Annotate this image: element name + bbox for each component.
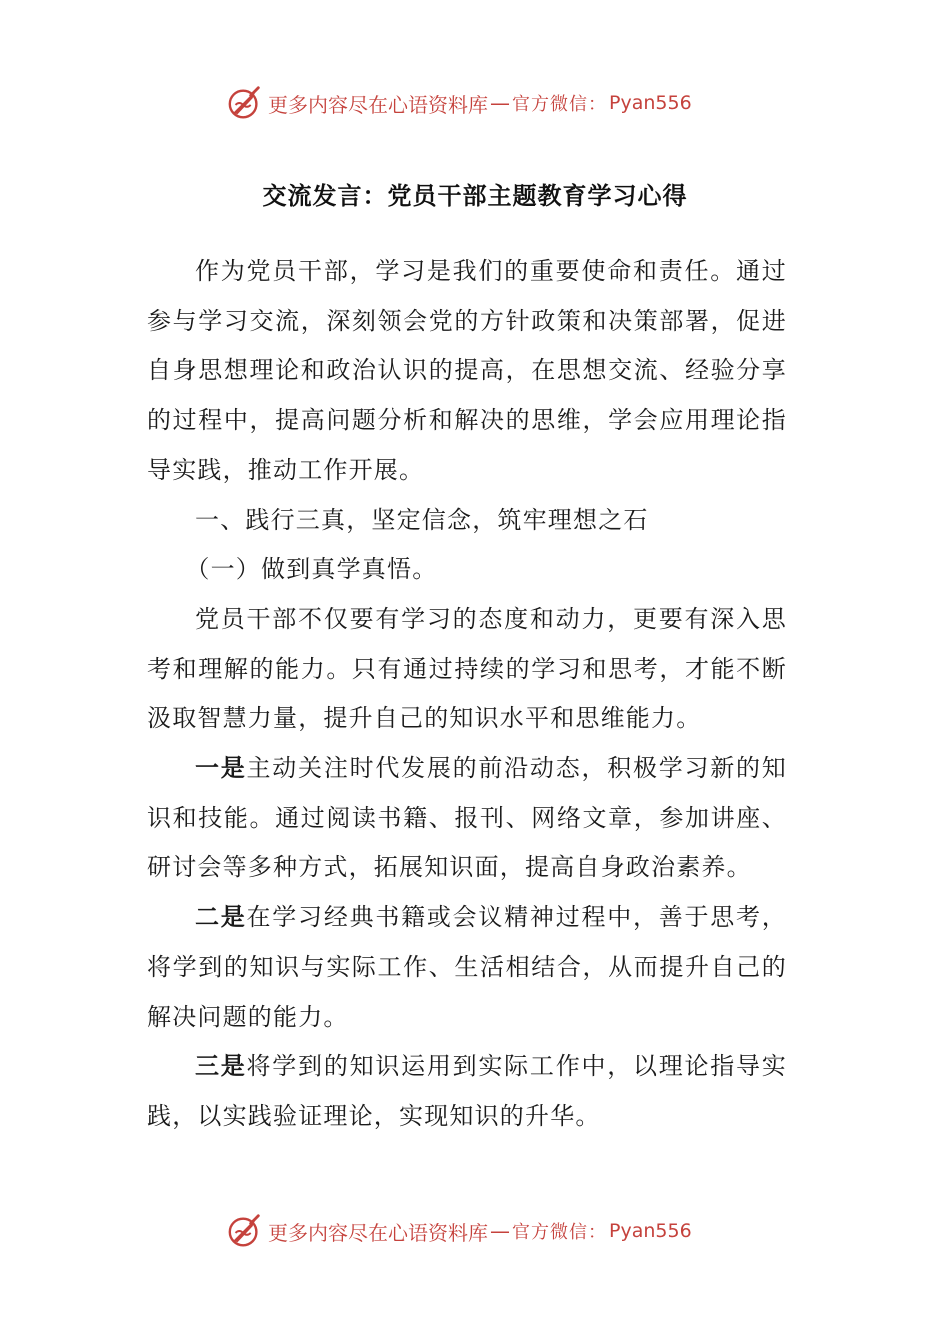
point-three-text: 将学到的知识运用到实际工作中，以理论指导实践，以实践验证理论，实现知识的升华。	[147, 1052, 787, 1130]
footer-banner	[226, 1209, 692, 1253]
paragraph-body: 党员干部不仅要有学习的态度和动力，更要有深入思考和理解的能力。只有通过持续的学习和思考，才能不断汲取智慧力量，提升自己的知识水平和思维能力。	[147, 604, 787, 733]
footer-wechat-id: Pyan556	[609, 1220, 692, 1242]
point-one-text: 主动关注时代发展的前沿动态，积极学习新的知识和技能。通过阅读书籍、报刊、网络文章，参加讲座、研讨会等多种方式，拓展知识面，提高自身政治素养。	[147, 754, 787, 882]
point-two-text: 在学习经典书籍或会议精神过程中，善于思考，将学到的知识与实际工作、生活相结合，从而提升自己的解决问题的能力。	[147, 903, 787, 1031]
paragraph-point-three	[147, 1042, 787, 1141]
footer-brand-text: 更多内容尽在心语资料库	[268, 1220, 488, 1245]
paragraph-point-one	[147, 744, 787, 893]
document-body	[147, 247, 787, 1142]
banner-wechat-id: Pyan556	[609, 92, 692, 114]
banner-official-label: 官方微信：	[512, 94, 607, 115]
pen-nib-logo-icon	[226, 1212, 264, 1250]
point-three-lead: 三是	[195, 1052, 247, 1081]
banner-dash: —	[490, 91, 510, 115]
subsection-heading: （一）做到真学真悟。	[185, 555, 438, 584]
paragraph-intro: 作为党员干部，学习是我们的重要使命和责任。通过参与学习交流，深刻领会党的方针政策和决策部署，促进自身思想理论和政治认识的提高，在思想交流、经验分享的过程中，提高问题分析和解决的思维，学会应用理论指导实践，推动工作开展。	[147, 257, 787, 484]
footer-official-label: 官方微信：	[512, 1222, 607, 1243]
document-title: 交流发言：党员干部主题教育学习心得	[262, 182, 688, 210]
paragraph-point-two	[147, 893, 787, 1042]
pen-nib-logo-icon	[226, 84, 264, 122]
footer-dash: —	[490, 1219, 510, 1243]
section-heading: 一、践行三真，坚定信念，筑牢理想之石	[195, 505, 649, 534]
banner-brand-text: 更多内容尽在心语资料库	[268, 92, 488, 117]
point-one-lead: 一是	[195, 754, 247, 783]
header-banner	[226, 81, 692, 125]
point-two-lead: 二是	[195, 903, 247, 932]
